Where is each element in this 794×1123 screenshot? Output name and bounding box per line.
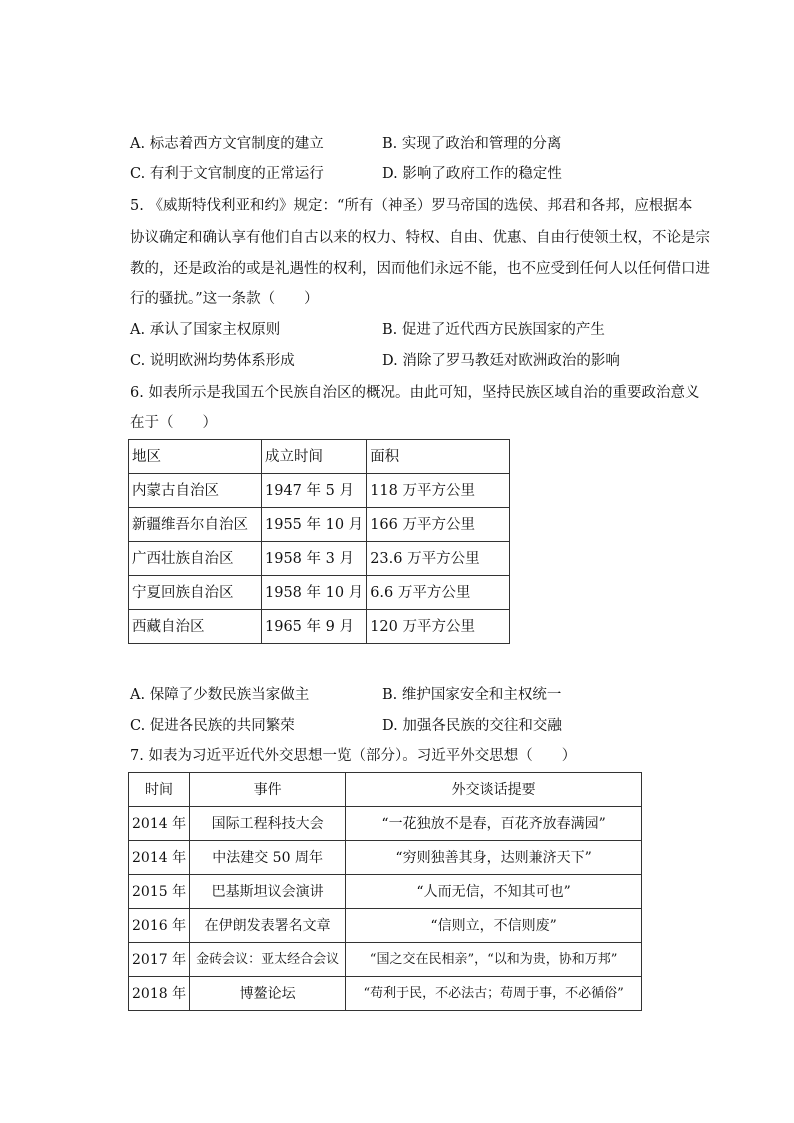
table-row [129, 610, 510, 644]
table-header-cell: 事件 [190, 773, 346, 807]
table-cell: 在伊朗发表署名文章 [190, 909, 346, 943]
table-header-row [129, 440, 510, 474]
table-cell: “苟利于民，不必法古；苟周于事，不必循俗” [346, 977, 642, 1011]
table-row [129, 909, 642, 943]
q5-text-line-2: 协议确定和确认享有他们自古以来的权力、特权、自由、优惠、自由行使领土权，不论是宗 [130, 230, 710, 246]
table-header-cell: 面积 [367, 440, 510, 474]
table-row [129, 841, 642, 875]
q5-text-line-1: 5. 《威斯特伐利亚和约》规定：“所有（神圣）罗马帝国的选侯、邦君和各邦，应根据本 [130, 198, 693, 214]
q5-option-a: A. 承认了国家主权原则 [130, 322, 281, 338]
table-row [129, 875, 642, 909]
table-cell: “一花独放不是春，百花齐放春满园” [346, 807, 642, 841]
table-row [129, 943, 642, 977]
q6-option-b: B. 维护国家安全和主权统一 [382, 687, 562, 703]
q5-option-c: C. 说明欧洲均势体系形成 [130, 353, 295, 369]
table-row [129, 474, 510, 508]
q7-text-line-1: 7. 如表为习近平近代外交思想一览（部分）。习近平外交思想（ ） [130, 748, 577, 764]
table-cell: 118 万平方公里 [367, 474, 510, 508]
q4-option-c: C. 有利于文官制度的正常运行 [130, 166, 324, 182]
table-cell: 1958 年 10 月 [262, 576, 367, 610]
table-header-cell: 成立时间 [262, 440, 367, 474]
table-row [129, 542, 510, 576]
table-cell: “国之交在民相亲”，“以和为贵，协和万邦” [346, 943, 642, 977]
table-cell: 1955 年 10 月 [262, 508, 367, 542]
table-cell: 金砖会议：亚太经合会议 [190, 943, 346, 977]
table-cell: 6.6 万平方公里 [367, 576, 510, 610]
table-cell: 1965 年 9 月 [262, 610, 367, 644]
table-cell: 博鳌论坛 [190, 977, 346, 1011]
table-cell: “人而无信，不知其可也” [346, 875, 642, 909]
q6-text-line-2: 在于（ ） [130, 415, 217, 431]
table-row [129, 807, 642, 841]
q4-option-b: B. 实现了政治和管理的分离 [382, 136, 562, 152]
table-cell: 2014 年 [129, 807, 190, 841]
table-header-cell: 外交谈话提要 [346, 773, 642, 807]
diplomacy-thought-table [128, 772, 642, 1011]
table-cell: “穷则独善其身，达则兼济天下” [346, 841, 642, 875]
table-cell: 巴基斯坦议会演讲 [190, 875, 346, 909]
table-cell: 1947 年 5 月 [262, 474, 367, 508]
table-cell: 新疆维吾尔自治区 [129, 508, 262, 542]
q4-option-d: D. 影响了政府工作的稳定性 [382, 166, 562, 182]
table-cell: 1958 年 3 月 [262, 542, 367, 576]
table-header-row [129, 773, 642, 807]
q6-option-d: D. 加强各民族的交往和交融 [382, 718, 562, 734]
table-cell: 中法建交 50 周年 [190, 841, 346, 875]
q6-option-a: A. 保障了少数民族当家做主 [130, 687, 310, 703]
table-header-cell: 地区 [129, 440, 262, 474]
table-header-cell: 时间 [129, 773, 190, 807]
table-cell: 2014 年 [129, 841, 190, 875]
table-row [129, 508, 510, 542]
table-cell: 2018 年 [129, 977, 190, 1011]
table-cell: 国际工程科技大会 [190, 807, 346, 841]
table-cell: 2015 年 [129, 875, 190, 909]
table-cell: 宁夏回族自治区 [129, 576, 262, 610]
table-cell: 2016 年 [129, 909, 190, 943]
table-cell: 166 万平方公里 [367, 508, 510, 542]
q5-text-line-3: 教的，还是政治的或是礼遇性的权利，因而他们永远不能，也不应受到任何人以任何借口进 [130, 261, 710, 277]
q5-text-line-4: 行的骚扰。”这一条款（ ） [130, 291, 319, 307]
q6-option-c: C. 促进各民族的共同繁荣 [130, 718, 295, 734]
autonomous-regions-table [128, 439, 510, 644]
table-row [129, 977, 642, 1011]
table-cell: “信则立，不信则废” [346, 909, 642, 943]
q5-option-d: D. 消除了罗马教廷对欧洲政治的影响 [382, 353, 620, 369]
table-cell: 西藏自治区 [129, 610, 262, 644]
table-row [129, 576, 510, 610]
q6-text-line-1: 6. 如表所示是我国五个民族自治区的概况。由此可知，坚持民族区域自治的重要政治意义 [130, 385, 700, 401]
table-cell: 120 万平方公里 [367, 610, 510, 644]
table-cell: 广西壮族自治区 [129, 542, 262, 576]
q5-option-b: B. 促进了近代西方民族国家的产生 [382, 322, 605, 338]
table-cell: 内蒙古自治区 [129, 474, 262, 508]
table-cell: 2017 年 [129, 943, 190, 977]
q4-option-a: A. 标志着西方文官制度的建立 [130, 136, 324, 152]
table-cell: 23.6 万平方公里 [367, 542, 510, 576]
